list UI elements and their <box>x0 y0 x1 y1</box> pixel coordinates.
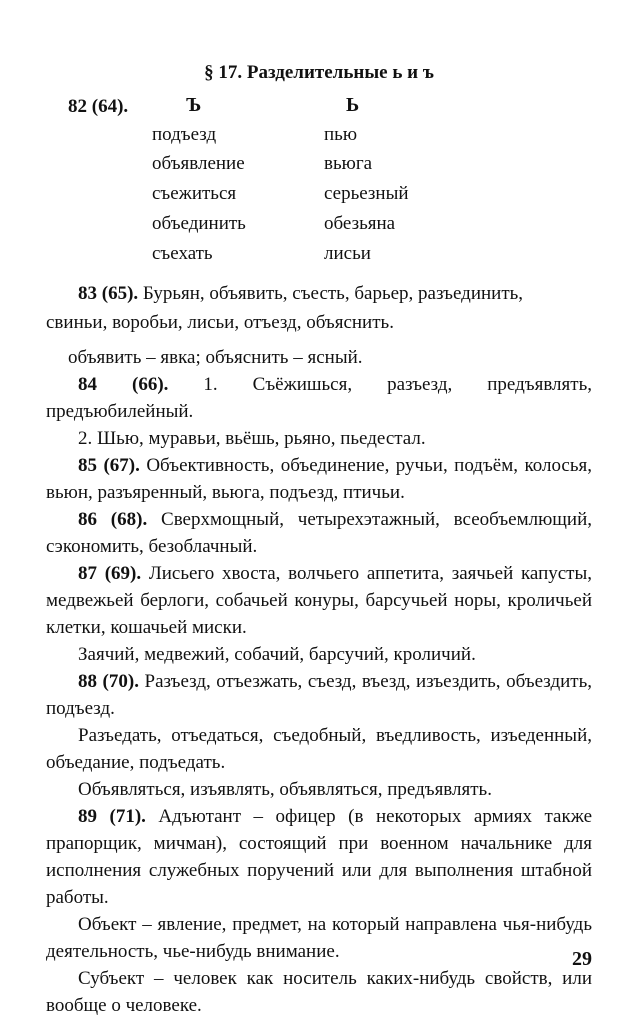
paragraph: 85 (67). Объективность, объединение, ручьи, подъём, колосья, вьюн, разъяренный, вьюга, подъезд, птичьи. <box>46 455 593 503</box>
paragraph: Объявляться, изъявлять, объявляться, предъявлять. <box>78 779 492 800</box>
exercise-83-line1 <box>78 283 523 305</box>
column-hard-sign-heading: Ъ <box>186 94 202 116</box>
paragraph: 2. Шью, муравьи, вьёшь, рьяно, пьедестал. <box>78 428 426 449</box>
section-title: § 17. Разделительные ь и ъ <box>204 62 434 83</box>
paragraph: Заячий, медвежий, собачий, барсучий, кроличий. <box>78 644 476 665</box>
paragraph: Разъедать, отъедаться, съедобный, въедливость, изъеденный, объедание, подъедать. <box>46 725 592 773</box>
word-list-item: объявление <box>152 153 245 174</box>
paragraph: 87 (69). Лисьего хвоста, волчьего аппетита, заячьей капусты, медвежьей берлоги, собачьей конуры, барсучьей норы, кроличьей клетки, кошачьей миски. <box>46 563 593 638</box>
exercise-83-line2: свиньи, воробьи, лисьи, отъезд, объяснить. <box>46 312 394 333</box>
exercise-83-number: 83 (65). <box>78 283 139 304</box>
page-number: 29 <box>572 948 592 970</box>
word-list-item: съехать <box>152 243 213 264</box>
paragraph: 88 (70). Разъезд, отъезжать, съезд, въезд, изъездить, объездить, подъезд. <box>46 671 592 719</box>
exercise-82-number: 82 (64). <box>68 96 129 117</box>
paragraph: объявить – явка; объяснить – ясный. <box>68 347 363 368</box>
word-list-item: вьюга <box>324 153 373 174</box>
answer-paragraphs <box>46 344 592 1019</box>
paragraph: Субъект – человек как носитель каких-нибудь свойств, или вообще о человеке. <box>46 968 592 1016</box>
paragraph: 84 (66). 1. Съёжишься, разъезд, предъявлять, предъюбилейный. <box>46 374 592 422</box>
paragraph: Объект – явление, предмет, на который направлена чья-нибудь деятельность, чье-нибудь внимание. <box>46 914 592 962</box>
word-list-item: лисьи <box>324 243 371 264</box>
word-list-item: съежиться <box>152 183 237 204</box>
paragraph: 89 (71). Адъютант – офицер (в некоторых армиях также прапорщик, мичман), состоящий при военном начальнике для исполнения служебных поручений или для выполнения штабной работы. <box>46 806 592 908</box>
word-list-item: пью <box>324 124 358 145</box>
word-list-item: серьезный <box>324 183 409 204</box>
word-list-item: объединить <box>152 213 246 234</box>
column-soft-sign-heading: Ь <box>346 94 360 116</box>
word-list-item: подъезд <box>152 124 217 145</box>
paragraph: 86 (68). Сверхмощный, четырехэтажный, всеобъемлющий, сэкономить, безоблачный. <box>46 509 593 557</box>
word-list-item: обезьяна <box>324 213 396 234</box>
exercise-83-text: Бурьян, объявить, съесть, барьер, разъединить, <box>142 283 524 304</box>
